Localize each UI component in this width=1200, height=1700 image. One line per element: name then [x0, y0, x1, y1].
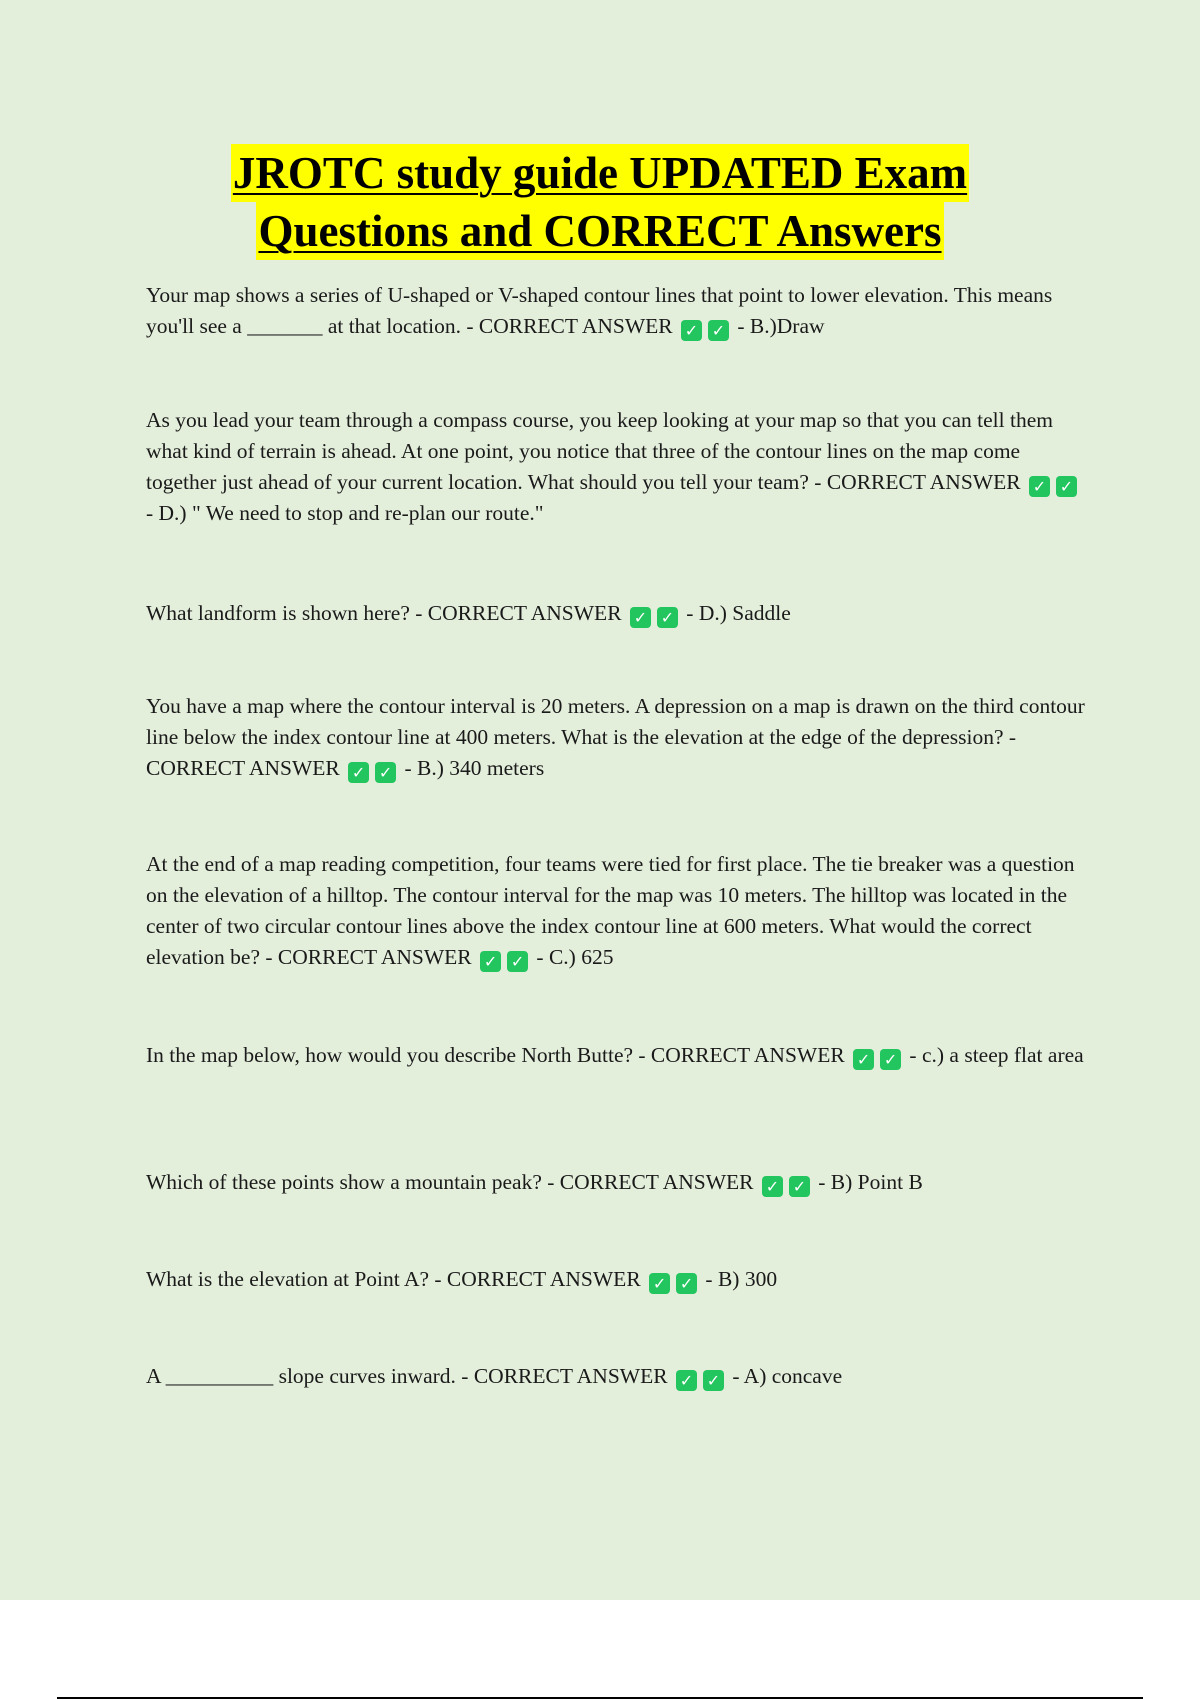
footer-divider: [57, 1697, 1143, 1699]
answer-text: - D.) Saddle: [686, 601, 791, 625]
check-mark-button-icon: ✓: [480, 951, 501, 972]
question-text: As you lead your team through a compass course, you keep looking at your map so that you can tell them what kind of terrain is ahead. At one point, you notice that three of the contour lines on the map come together just ahead of your current location. What should you tell your team? - CORRECT ANSWER: [146, 408, 1053, 494]
check-mark-button-icon: ✓: [708, 320, 729, 341]
check-mark-button-icon: ✓: [676, 1370, 697, 1391]
title-line-2: Questions and CORRECT Answers: [256, 202, 943, 260]
check-mark-button-icon: ✓: [630, 607, 651, 628]
question-item-9: [146, 1361, 1091, 1392]
check-mark-button-icon: ✓: [375, 762, 396, 783]
answer-text: - c.) a steep flat area: [909, 1043, 1084, 1067]
check-mark-button-icon: ✓: [507, 951, 528, 972]
question-text: Your map shows a series of U-shaped or V-shaped contour lines that point to lower elevation. This means you'll see a _______ at that location. - CORRECT ANSWER: [146, 283, 1053, 338]
question-text: What landform is shown here? - CORRECT ANSWER: [146, 601, 622, 625]
question-text: At the end of a map reading competition, four teams were tied for first place. The tie breaker was a question on the elevation of a hilltop. The contour interval for the map was 10 meters. The hilltop was located in the center of two circular contour lines above the index contour line at 600 meters. What would the correct elevation be? - CORRECT ANSWER: [146, 852, 1075, 969]
check-mark-button-icon: ✓: [649, 1273, 670, 1294]
question-item-1: [146, 280, 1091, 342]
answer-text: - B.)Draw: [737, 314, 825, 338]
question-item-4: [146, 691, 1091, 784]
question-item-3: [146, 598, 1091, 629]
answer-text: - B.) 340 meters: [404, 756, 545, 780]
answer-text: - C.) 625: [536, 945, 614, 969]
check-mark-button-icon: ✓: [1029, 476, 1050, 497]
question-item-8: [146, 1264, 1091, 1295]
question-text: You have a map where the contour interval is 20 meters. A depression on a map is drawn on the third contour line below the index contour line at 400 meters. What is the elevation at the edge of the depression? - CORRECT ANSWER: [146, 694, 1085, 780]
check-mark-button-icon: ✓: [853, 1049, 874, 1070]
check-mark-button-icon: ✓: [880, 1049, 901, 1070]
answer-text: - D.) " We need to stop and re-plan our route.": [146, 501, 544, 525]
check-mark-button-icon: ✓: [703, 1370, 724, 1391]
question-text: What is the elevation at Point A? - CORRECT ANSWER: [146, 1267, 641, 1291]
answer-text: - A) concave: [732, 1364, 843, 1388]
question-item-7: [146, 1167, 1091, 1198]
question-text: Which of these points show a mountain peak? - CORRECT ANSWER: [146, 1170, 754, 1194]
check-mark-button-icon: ✓: [762, 1176, 783, 1197]
check-mark-button-icon: ✓: [676, 1273, 697, 1294]
question-text: A __________ slope curves inward. - CORRECT ANSWER: [146, 1364, 668, 1388]
answer-text: - B) Point B: [818, 1170, 923, 1194]
check-mark-button-icon: ✓: [657, 607, 678, 628]
check-mark-button-icon: ✓: [1056, 476, 1077, 497]
check-mark-button-icon: ✓: [789, 1176, 810, 1197]
document-title: [0, 144, 1200, 260]
check-mark-button-icon: ✓: [681, 320, 702, 341]
question-item-2: [146, 405, 1091, 529]
question-item-5: [146, 849, 1091, 973]
title-line-1: JROTC study guide UPDATED Exam: [231, 144, 969, 202]
question-item-6: [146, 1040, 1091, 1071]
answer-text: - B) 300: [705, 1267, 778, 1291]
question-text: In the map below, how would you describe North Butte? - CORRECT ANSWER: [146, 1043, 845, 1067]
check-mark-button-icon: ✓: [348, 762, 369, 783]
